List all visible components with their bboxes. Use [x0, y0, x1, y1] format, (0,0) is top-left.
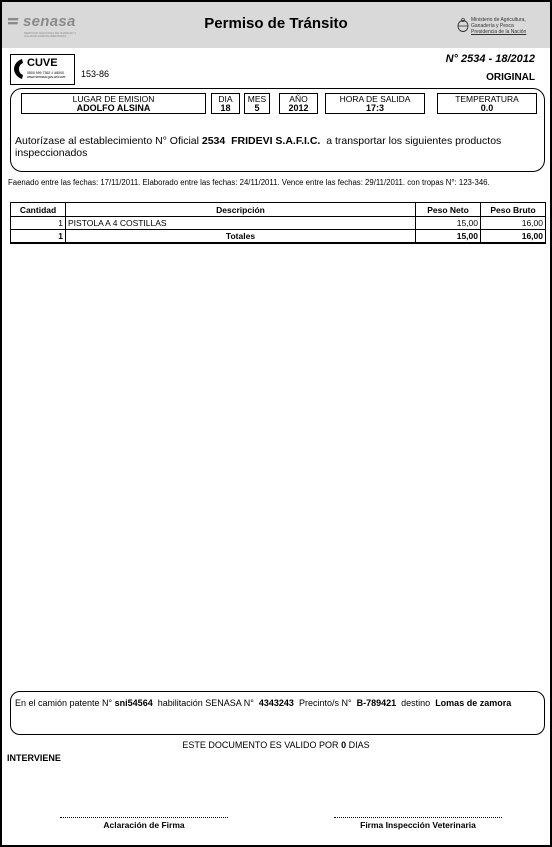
copy-type-label: ORIGINAL: [486, 72, 535, 83]
intervene-label: INTERVIENE: [7, 753, 61, 763]
mes-field: [244, 93, 270, 114]
temperatura-field: [437, 93, 537, 114]
validity-suffix: DIAS: [348, 740, 370, 750]
seal-number: B-789421: [356, 698, 397, 708]
products-table: [10, 202, 546, 244]
dia-label: DIA: [218, 94, 233, 104]
cuve-badge: [10, 54, 75, 85]
hora-salida-label: HORA DE SALIDA: [339, 94, 411, 104]
mes-value: 5: [254, 103, 260, 113]
hora-salida-value: 17:3: [365, 103, 384, 113]
phone-icon: [13, 58, 25, 80]
lugar-emision-value: ADOLFO ALSINA: [76, 103, 151, 113]
cell-cantidad: 1: [11, 217, 66, 230]
ministry-line-2: Ganadería y Pesca: [471, 23, 514, 29]
temperatura-label: TEMPERATURA: [455, 94, 519, 104]
signature-clarification-line: Aclaración de Firma: [60, 817, 228, 830]
ministry-logo: [457, 16, 545, 40]
truck-plate: sni54564: [114, 698, 153, 708]
authorization-suffix: a transportar los siguientes productos inspeccionados: [15, 135, 502, 159]
total-peso-bruto: 16,00: [481, 230, 546, 244]
senasa-logo-text: senasa: [23, 13, 76, 30]
cell-peso-neto: 15,00: [416, 217, 481, 230]
table-header-row: [11, 203, 546, 217]
totals-label: Totales: [66, 230, 416, 244]
table-row: [11, 217, 546, 230]
validity-statement: [2, 740, 550, 750]
col-header-peso-neto: Peso Neto: [416, 203, 481, 217]
emission-info-panel: [10, 88, 545, 172]
authorization-text: [15, 135, 540, 159]
anio-label: AÑO: [289, 94, 308, 104]
transport-info-panel: [10, 691, 545, 735]
anio-value: 2012: [288, 103, 309, 113]
anio-field: [279, 93, 318, 114]
total-peso-neto: 15,00: [416, 230, 481, 244]
col-header-cantidad: Cantidad: [11, 203, 66, 217]
veterinary-signature-line: Firma Inspección Veterinaria: [334, 817, 502, 830]
cuve-contact: 0800 999 7362 // #8000 www.senasa.gov.ar/cuve: [27, 71, 66, 79]
permit-number: N° 2534 - 18/2012: [445, 53, 535, 65]
production-dates-line: Faenado entre las fechas: 17/11/2011. Elaborado entre las fechas: 24/11/2011. Vence entre las fechas: 29/11/2011. con tropas N°: 123-346.: [8, 178, 490, 187]
document-header: [2, 2, 550, 48]
total-cantidad: 1: [11, 230, 66, 244]
transport-text-3: Precinto/s N°: [298, 698, 352, 708]
transport-text-1: En el camión patente N°: [15, 698, 113, 708]
transport-text-4: destino: [401, 698, 431, 708]
page-title: Permiso de Tránsito: [204, 15, 348, 32]
senasa-logo-tagline: SERVICIO NACIONAL DE SANIDAD Y CALIDAD AGROALIMENTARIA: [24, 31, 77, 38]
authorization-prefix: Autorízase al establecimiento N° Oficial: [15, 135, 199, 147]
validity-prefix: ESTE DOCUMENTO ES VALIDO POR: [182, 740, 339, 750]
ministry-line-1: Ministerio de Agricultura,: [471, 17, 526, 23]
cell-peso-bruto: 16,00: [481, 217, 546, 230]
destination: Lomas de zamora: [435, 698, 512, 708]
col-header-descripcion: Descripción: [66, 203, 416, 217]
hora-salida-field: [325, 93, 425, 114]
lugar-emision-label: LUGAR DE EMISION: [72, 94, 155, 104]
dia-value: 18: [220, 103, 231, 113]
establishment-number: 2534: [201, 135, 226, 147]
cuve-label: CUVE: [27, 57, 58, 69]
dia-field: [211, 93, 240, 114]
cell-descripcion: PISTOLA A 4 COSTILLAS: [66, 217, 416, 230]
establishment-name: FRIDEVI S.A.F.I.C.: [231, 135, 321, 147]
col-header-peso-bruto: Peso Bruto: [481, 203, 546, 217]
senasa-habilitation: 4343243: [258, 698, 294, 708]
validity-days: 0: [341, 740, 347, 750]
coat-of-arms-icon: [457, 18, 469, 32]
transport-text: [15, 698, 541, 709]
mes-label: MES: [247, 94, 267, 104]
transport-text-2: habilitación SENASA N°: [157, 698, 254, 708]
ministry-line-3: Presidencia de la Nación: [471, 29, 527, 35]
lugar-emision-field: [21, 93, 206, 114]
temperatura-value: 0.0: [480, 103, 494, 113]
totals-row: [11, 230, 546, 244]
cuve-code: 153-86: [81, 69, 110, 79]
